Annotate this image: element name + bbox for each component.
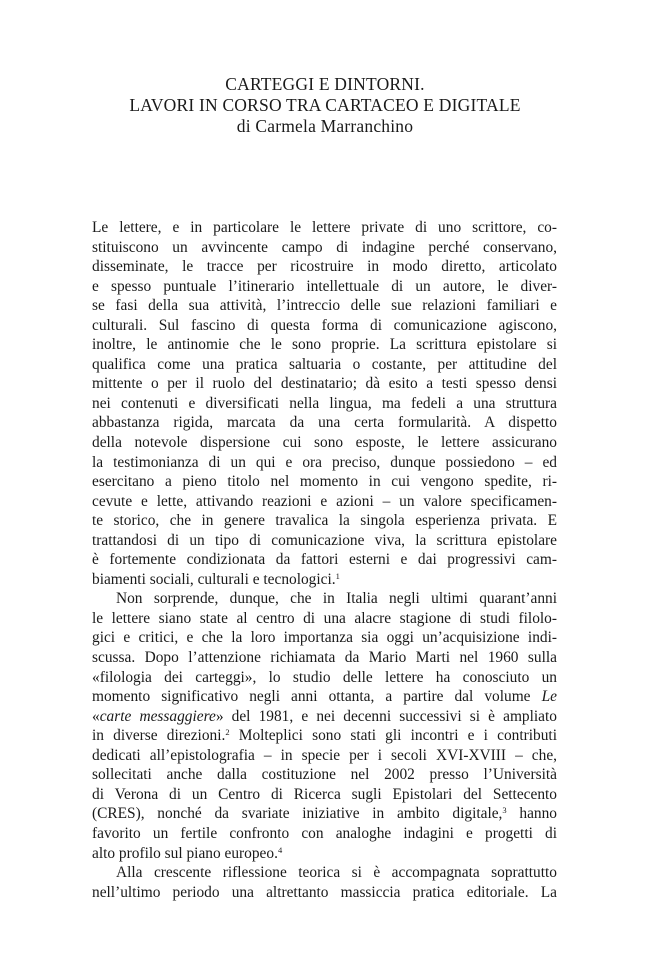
paragraph-1 [92,218,557,589]
text-run: Molteplici sono stati gli incontri e i contributi [229,727,557,745]
text-line: «filologia dei carteggi», lo studio delle lettere ha conosciuto un [92,668,557,686]
text-line: sollecitati anche dalla costituzione nel 2002 presso l’Università [92,766,557,784]
text-line: gici e critici, e che la loro importanza sia oggi un’acquisizione indi- [92,629,557,647]
italic-title-word: Le [541,688,557,706]
article-title-line-2: LAVORI IN CORSO TRA CARTACEO E DIGITALE [129,95,521,115]
text-line [92,687,557,707]
text-line: disseminate, le tracce per ricostruire in modo diretto, articolato [92,258,557,276]
text-line: trattandosi di un tipo di comunicazione viva, la scrittura epistolare [92,531,557,549]
text-line: mittente o per il ruolo del destinatario; dà esito a testi spesso densi [92,375,557,393]
text-run: in diverse direzioni. [92,727,226,745]
text-line: è fortemente condizionata da fattori esterni e dai progressivi cam- [92,551,557,569]
article-byline: di Carmela Marranchino [236,116,414,136]
text-run: momento significativo negli anni ottanta, a partire dal volume [92,688,531,706]
text-line: te storico, che in genere travalica la singola esperienza privata. E [92,512,557,530]
text-run: hanno [506,805,557,823]
footnote-ref-2[interactable]: 2 [225,727,230,738]
article-title-line-1: CARTEGGI E DINTORNI. [225,74,425,94]
text-run: » del 1981, e nei decenni successivi si è ampliato [215,707,557,725]
text-run: (CRES), nonché da svariate iniziative in ambito digitale, [92,805,503,823]
text-line: qualifica come una pratica saltuaria o costante, per attitudine del [92,355,557,373]
text-line: dedicati all’epistolografia – in specie per i secoli XVI-XVIII – che, [92,746,557,764]
text-line: e spesso puntuale l’itinerario intellettuale di un autore, le diver- [92,277,557,295]
text-line: Alla crescente riflessione teorica si è accompagnata soprattutto [116,864,557,882]
text-line: favorito un fertile confronto con analoghe indagini e progetti di [92,824,557,842]
text-line: di Verona di un Centro di Ricerca sugli Epistolari del Settecento [92,785,557,803]
text-line: nell’ultimo periodo una altrettanto massiccia pratica editoriale. La [92,883,557,901]
text-line: stituiscono un avvincente campo di indagine perché conservano, [92,238,557,256]
footnote-ref-1[interactable]: 1 [335,570,340,581]
text-line: abbastanza rigida, marcata da una certa formularità. A dispetto [92,414,557,432]
text-line [92,726,557,746]
text-line: se fasi della sua attività, l’intreccio delle sue relazioni familiari e [92,297,557,315]
text-line: scussa. Dopo l’attenzione richiamata da Mario Marti nel 1960 sulla [92,649,557,667]
text-line [92,804,557,824]
footnote-ref-4[interactable]: 4 [277,844,283,855]
text-line: Non sorprende, dunque, che in Italia negli ultimi quarant’anni [116,590,557,608]
text-line [92,707,557,727]
text-line [92,844,557,864]
text-line: Le lettere, e in particolare le lettere private di uno scrittore, co- [92,219,557,236]
text-run: alto profilo sul piano europeo. [92,844,278,862]
footnote-ref-3[interactable]: 3 [502,805,507,816]
text-line: culturali. Sul fascino di questa forma di comunicazione agiscono, [92,316,557,334]
text-line: cevute e lette, attivando reazioni e azioni – un valore specificamen- [92,492,557,510]
article-body [92,218,557,902]
text-line: le lettere siano state al centro di una alacre stagione di studi filolo- [92,609,557,627]
text-line: la testimonianza di un qui e ora preciso, dunque possiedono – ed [92,453,557,471]
paragraph-2 [92,589,557,863]
text-run: biamenti sociali, culturali e tecnologici. [92,570,336,588]
text-line: esercitano a pieno titolo nel momento in cui vengono spedite, ri- [92,473,557,491]
italic-title: carte messaggiere [99,707,216,725]
text-line: inoltre, le antinomie che le sono proprie. La scrittura epistolare si [92,336,557,354]
text-line: nei contenuti e diversificati nella lingua, ma fedeli a una struttura [92,394,557,412]
text-line [92,570,557,590]
text-line: della notevole dispersione cui sono esposte, le lettere assicurano [92,434,557,452]
article-heading [0,74,650,137]
paragraph-3 [92,863,557,902]
guillemet-open: « [92,707,100,725]
